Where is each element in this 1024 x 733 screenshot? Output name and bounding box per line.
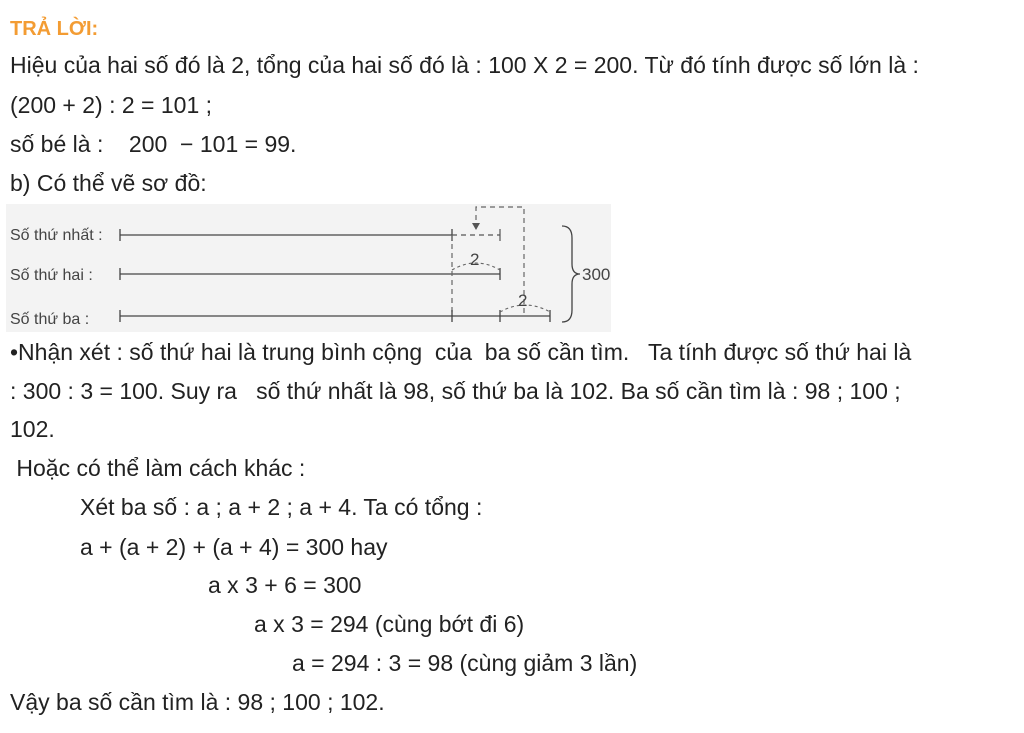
segment-diagram-svg: [6, 204, 611, 332]
text-line-4: b) Có thể vẽ sơ đồ:: [10, 170, 207, 196]
text-line-6: : 300 : 3 = 100. Suy ra số thứ nhất là 98, số thứ ba là 102. Ba số cần tìm là : 98 ; 100 ;: [10, 378, 901, 404]
difference-label-1: 2: [470, 250, 480, 269]
text-line-3: số bé là : 200 − 101 = 99.: [10, 131, 297, 157]
segment-diagram: [6, 204, 611, 332]
text-line-13: a = 294 : 3 = 98 (cùng giảm 3 lần): [292, 650, 638, 676]
dashed-transfer-path: [476, 207, 524, 316]
label-second-number: Số thứ hai :: [10, 267, 93, 284]
label-third-number: Số thứ ba :: [10, 311, 90, 328]
difference-label-2: 2: [518, 291, 528, 310]
text-line-1: Hiệu của hai số đó là 2, tổng của hai số đó là : 100 X 2 = 200. Từ đó tính được số lớn là :: [10, 52, 919, 78]
text-line-7: 102.: [10, 416, 55, 442]
total-label: 300: [582, 265, 611, 284]
text-line-8: Hoặc có thể làm cách khác :: [10, 455, 306, 481]
answer-heading: TRẢ LỜI:: [10, 18, 99, 40]
text-line-14: Vậy ba số cần tìm là : 98 ; 100 ; 102.: [10, 689, 385, 715]
label-first-number: Số thứ nhất :: [10, 227, 103, 244]
text-line-9: Xét ba số : a ; a + 2 ; a + 4. Ta có tổng :: [80, 494, 483, 520]
text-line-12: a x 3 = 294 (cùng bớt đi 6): [254, 611, 525, 637]
total-brace: [562, 226, 580, 322]
dashed-transfer-arrowhead: [472, 223, 480, 230]
text-line-10: a + (a + 2) + (a + 4) = 300 hay: [80, 534, 388, 560]
text-line-11: a x 3 + 6 = 300: [208, 572, 362, 598]
text-line-2: (200 + 2) : 2 = 101 ;: [10, 92, 213, 118]
text-line-5: •Nhận xét : số thứ hai là trung bình cộng của ba số cần tìm. Ta tính được số thứ hai là: [10, 339, 912, 365]
